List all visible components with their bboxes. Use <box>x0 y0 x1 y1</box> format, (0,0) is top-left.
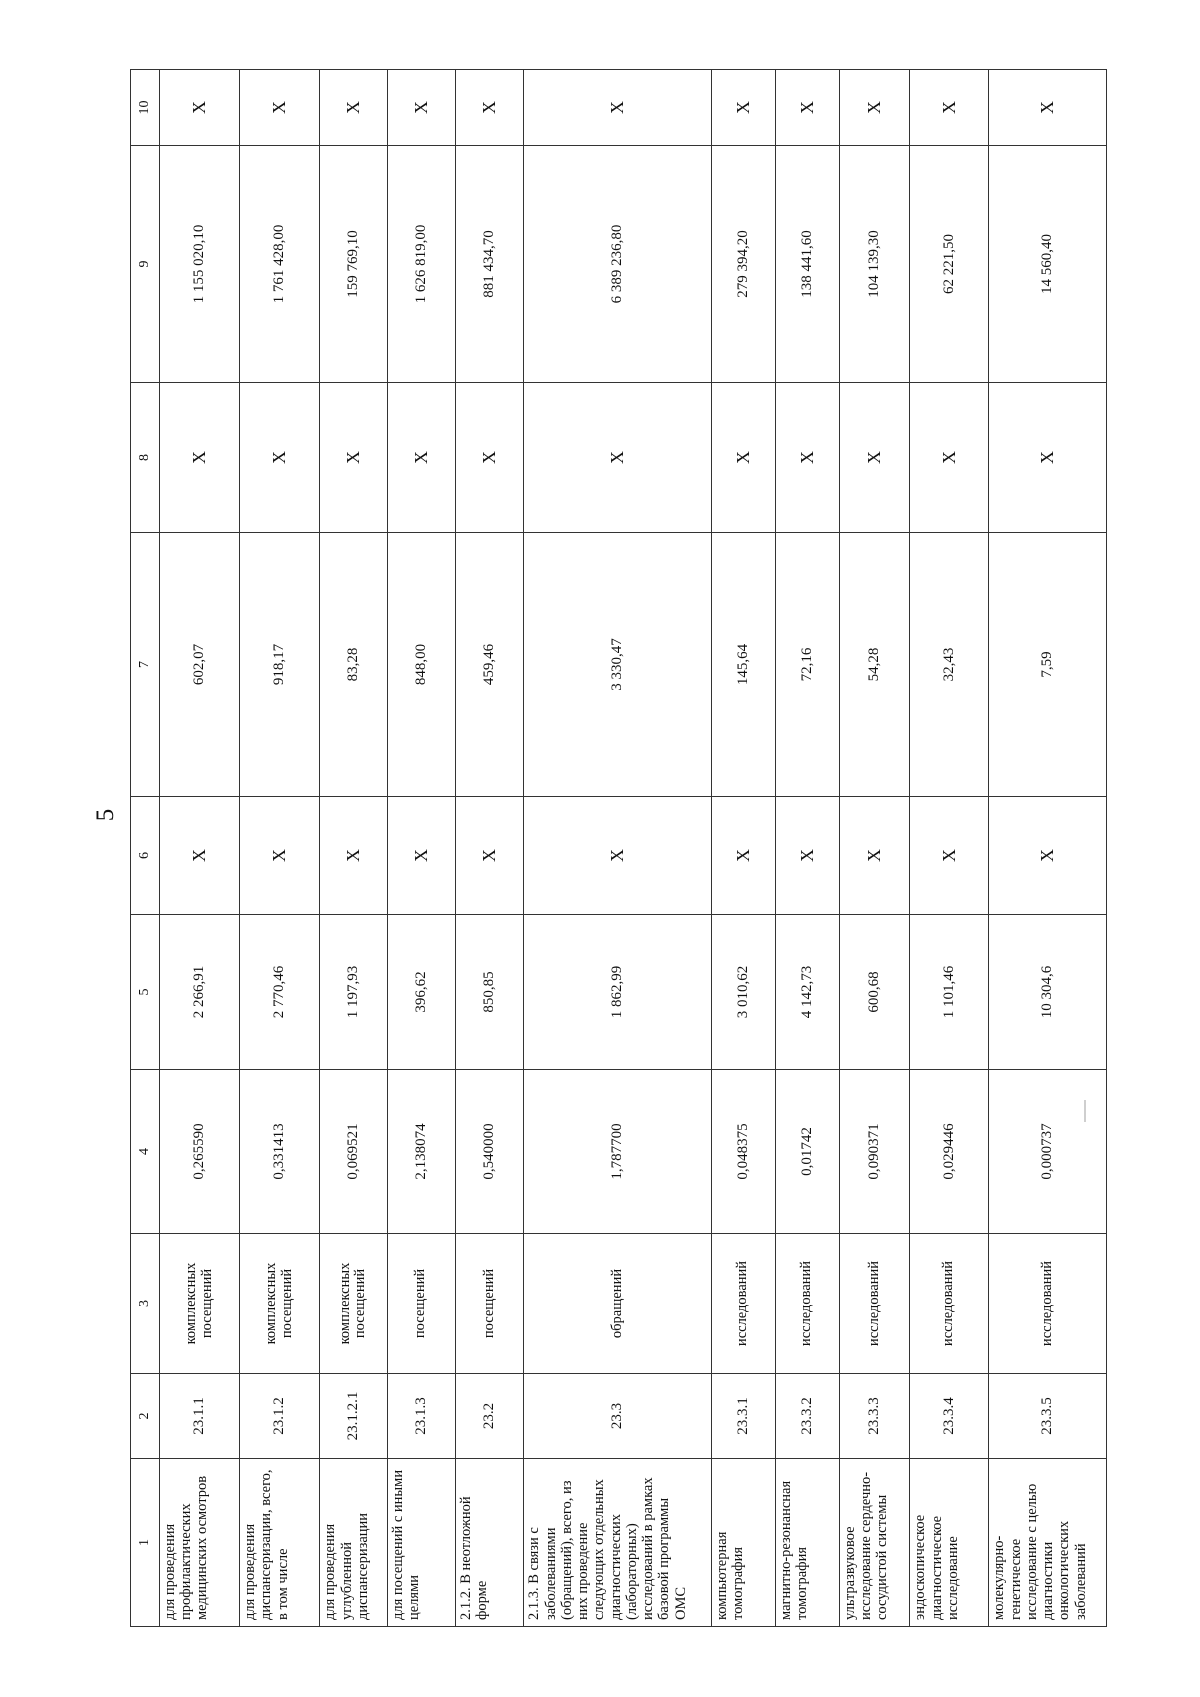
row-unit: комплексных посещений <box>240 1234 320 1374</box>
table-row <box>775 70 839 1627</box>
row-name: ультразвуковое исследование сердечно-сосудистой системы <box>839 1459 910 1627</box>
row-name: компьютерная томография <box>711 1459 775 1627</box>
row-col6: X <box>160 797 240 915</box>
row-name: эндоскопическое диагностическое исследование <box>910 1459 989 1627</box>
col-header-3: 3 <box>131 1234 160 1374</box>
row-col7: 602,07 <box>160 533 240 797</box>
row-col7: 83,28 <box>320 533 387 797</box>
row-col6: X <box>524 797 711 915</box>
row-col10: X <box>989 70 1107 146</box>
row-col4: 0,000737 <box>989 1070 1107 1234</box>
row-unit: исследований <box>711 1234 775 1374</box>
row-col5: 1 101,46 <box>910 915 989 1070</box>
row-name: для проведения углубленной диспансеризации <box>320 1459 387 1627</box>
row-name: для проведения профилактических медицинских осмотров <box>160 1459 240 1627</box>
table-row <box>839 70 910 1627</box>
row-col4: 0,331413 <box>240 1070 320 1234</box>
row-col6: X <box>711 797 775 915</box>
row-col7: 918,17 <box>240 533 320 797</box>
row-col9: 159 769,10 <box>320 146 387 383</box>
row-col9: 104 139,30 <box>839 146 910 383</box>
table-row <box>711 70 775 1627</box>
row-col9: 14 560,40 <box>989 146 1107 383</box>
row-code: 23.1.1 <box>160 1374 240 1459</box>
row-col10: X <box>240 70 320 146</box>
row-col8: X <box>910 383 989 533</box>
col-header-6: 6 <box>131 797 160 915</box>
row-col4: 0,048375 <box>711 1070 775 1234</box>
row-col6: X <box>456 797 524 915</box>
row-col7: 848,00 <box>387 533 455 797</box>
row-unit: посещений <box>456 1234 524 1374</box>
row-col5: 850,85 <box>456 915 524 1070</box>
row-col9: 1 626 819,00 <box>387 146 455 383</box>
row-code: 23.3 <box>524 1374 711 1459</box>
col-header-5: 5 <box>131 915 160 1070</box>
row-col5: 600,68 <box>839 915 910 1070</box>
row-col4: 0,090371 <box>839 1070 910 1234</box>
row-col10: X <box>387 70 455 146</box>
row-col5: 3 010,62 <box>711 915 775 1070</box>
row-col6: X <box>240 797 320 915</box>
row-col4: 1,787700 <box>524 1070 711 1234</box>
header-row <box>131 70 160 1627</box>
table-row <box>160 70 240 1627</box>
col-header-2: 2 <box>131 1374 160 1459</box>
row-col4: 0,540000 <box>456 1070 524 1234</box>
row-code: 23.1.2 <box>240 1374 320 1459</box>
row-col6: X <box>320 797 387 915</box>
row-unit: комплексных посещений <box>320 1234 387 1374</box>
row-col8: X <box>160 383 240 533</box>
row-col6: X <box>989 797 1107 915</box>
row-unit: обращений <box>524 1234 711 1374</box>
row-col10: X <box>160 70 240 146</box>
row-code: 23.1.2.1 <box>320 1374 387 1459</box>
row-col10: X <box>456 70 524 146</box>
row-name: 2.1.2. В неотложной форме <box>456 1459 524 1627</box>
row-col4: 2,138074 <box>387 1070 455 1234</box>
row-code: 23.3.1 <box>711 1374 775 1459</box>
table-row <box>524 70 711 1627</box>
row-col8: X <box>240 383 320 533</box>
row-code: 23.3.4 <box>910 1374 989 1459</box>
row-col10: X <box>910 70 989 146</box>
row-col7: 72,16 <box>775 533 839 797</box>
col-header-4: 4 <box>131 1070 160 1234</box>
row-col9: 62 221,50 <box>910 146 989 383</box>
table-row <box>989 70 1107 1627</box>
row-col7: 32,43 <box>910 533 989 797</box>
row-col5: 1 862,99 <box>524 915 711 1070</box>
row-code: 23.3.3 <box>839 1374 910 1459</box>
data-table <box>130 69 1107 1627</box>
row-col10: X <box>524 70 711 146</box>
scan-mark <box>1084 1100 1086 1122</box>
col-header-9: 9 <box>131 146 160 383</box>
row-name: для посещений с иными целями <box>387 1459 455 1627</box>
row-col9: 6 389 236,80 <box>524 146 711 383</box>
col-header-10: 10 <box>131 70 160 146</box>
row-unit: исследований <box>839 1234 910 1374</box>
col-header-1: 1 <box>131 1459 160 1627</box>
row-col6: X <box>910 797 989 915</box>
rotated-table-area <box>130 70 1107 1627</box>
row-col9: 279 394,20 <box>711 146 775 383</box>
row-col7: 459,46 <box>456 533 524 797</box>
table-row <box>456 70 524 1627</box>
row-name: 2.1.3. В связи с заболеваниями (обращений), всего, из них проведение следующих отдельных диагностических (лабораторных) исследований в рамках базовой программы ОМС <box>524 1459 711 1627</box>
row-col8: X <box>320 383 387 533</box>
row-col6: X <box>775 797 839 915</box>
row-code: 23.2 <box>456 1374 524 1459</box>
table-row <box>387 70 455 1627</box>
row-col5: 10 304,6 <box>989 915 1107 1070</box>
col-header-7: 7 <box>131 533 160 797</box>
row-col7: 54,28 <box>839 533 910 797</box>
col-header-8: 8 <box>131 383 160 533</box>
row-col10: X <box>775 70 839 146</box>
row-col4: 0,069521 <box>320 1070 387 1234</box>
row-unit: исследований <box>989 1234 1107 1374</box>
row-col8: X <box>989 383 1107 533</box>
row-col5: 2 266,91 <box>160 915 240 1070</box>
row-col7: 3 330,47 <box>524 533 711 797</box>
row-col9: 1 761 428,00 <box>240 146 320 383</box>
row-col5: 396,62 <box>387 915 455 1070</box>
row-col8: X <box>775 383 839 533</box>
row-name: для проведения диспансеризации, всего, в том числе <box>240 1459 320 1627</box>
table-row <box>240 70 320 1627</box>
row-col6: X <box>387 797 455 915</box>
page-number: 5 <box>92 808 119 822</box>
row-col8: X <box>711 383 775 533</box>
row-col9: 881 434,70 <box>456 146 524 383</box>
row-col10: X <box>839 70 910 146</box>
row-col6: X <box>839 797 910 915</box>
table-row <box>320 70 387 1627</box>
row-col4: 0,01742 <box>775 1070 839 1234</box>
row-col7: 7,59 <box>989 533 1107 797</box>
row-col8: X <box>456 383 524 533</box>
row-col10: X <box>320 70 387 146</box>
row-col4: 0,029446 <box>910 1070 989 1234</box>
row-code: 23.3.5 <box>989 1374 1107 1459</box>
row-col7: 145,64 <box>711 533 775 797</box>
row-code: 23.3.2 <box>775 1374 839 1459</box>
row-col9: 138 441,60 <box>775 146 839 383</box>
row-unit: посещений <box>387 1234 455 1374</box>
row-col4: 0,265590 <box>160 1070 240 1234</box>
table-row <box>910 70 989 1627</box>
row-col5: 2 770,46 <box>240 915 320 1070</box>
row-col5: 1 197,93 <box>320 915 387 1070</box>
row-unit: исследований <box>910 1234 989 1374</box>
row-col8: X <box>524 383 711 533</box>
row-col8: X <box>387 383 455 533</box>
row-col10: X <box>711 70 775 146</box>
row-unit: исследований <box>775 1234 839 1374</box>
row-code: 23.1.3 <box>387 1374 455 1459</box>
row-col9: 1 155 020,10 <box>160 146 240 383</box>
row-name: молекулярно-генетическое исследование с целью диагностики онкологических заболеваний <box>989 1459 1107 1627</box>
row-unit: комплексных посещений <box>160 1234 240 1374</box>
row-col5: 4 142,73 <box>775 915 839 1070</box>
row-col8: X <box>839 383 910 533</box>
row-name: магнитно-резонансная томография <box>775 1459 839 1627</box>
